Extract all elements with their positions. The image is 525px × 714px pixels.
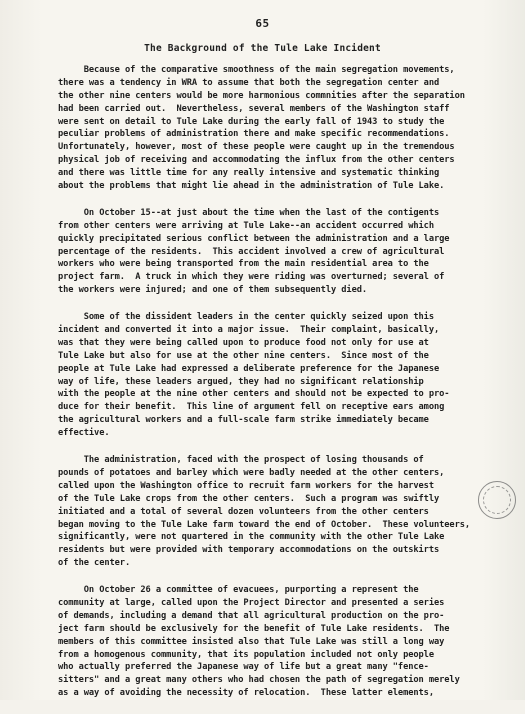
text-line: as a way of avoiding the necessity of relocation. These latter elements, bbox=[58, 688, 434, 699]
text-line: On October 26 a committee of evacuees, purporting a represent the bbox=[58, 585, 419, 596]
text-line: incident and converted it into a major issue. Their complaint, basically, bbox=[58, 325, 440, 336]
text-line: of the Tule Lake crops from the other centers. Such a program was swiftly bbox=[58, 493, 440, 504]
paragraph bbox=[58, 584, 488, 700]
text-line: Tule Lake but also for use at the other nine centers. Since most of the bbox=[58, 350, 429, 361]
text-line: significantly, were not quartered in the community with the other Tule Lake bbox=[58, 532, 445, 543]
text-line: Because of the comparative smoothness of the main segregation movements, bbox=[58, 65, 455, 75]
text-line: quickly precipitated serious conflict between the administration and a large bbox=[58, 233, 450, 244]
text-line: project farm. A truck in which they were riding was overturned; several of bbox=[58, 272, 445, 283]
text-line: Some of the dissident leaders in the center quickly seized upon this bbox=[58, 312, 434, 323]
text-line: of the center. bbox=[58, 558, 131, 569]
text-line: from a homogenous community, that its population included not only people bbox=[58, 649, 434, 660]
text-line: people at Tule Lake had expressed a deliberate preference for the Japanese bbox=[58, 363, 440, 374]
text-line: called upon the Washington office to recruit farm workers for the harvest bbox=[58, 480, 434, 491]
text-line: peculiar problems of administration there and make specific recommendations. bbox=[58, 129, 450, 140]
paragraph bbox=[58, 64, 488, 193]
text-line: percentage of the residents. This accident involved a crew of agricultural bbox=[58, 246, 445, 257]
archive-stamp bbox=[478, 481, 516, 519]
text-line: ject farm should be exclusively for the benefit of Tule Lake residents. The bbox=[58, 623, 450, 634]
text-line: duce for their benefit. This line of argument fell on receptive ears among bbox=[58, 402, 445, 413]
text-line: sitters" and a great many others who had chosen the path of segregation merely bbox=[58, 675, 460, 686]
text-line: the agricultural workers and a full-scale farm strike immediately became bbox=[58, 415, 429, 426]
section-heading: The Background of the Tule Lake Incident bbox=[144, 43, 381, 54]
text-line: residents but were provided with temporary accommodations on the outskirts bbox=[58, 545, 440, 556]
paragraph bbox=[58, 454, 488, 570]
text-line: about the problems that might lie ahead in the administration of Tule Lake. bbox=[58, 181, 445, 192]
paragraph bbox=[58, 207, 488, 297]
text-line: and there was little time for any really intensive and systematic thinking bbox=[58, 168, 440, 179]
text-line: with the people at the nine other centers and should not be expected to pro- bbox=[58, 389, 450, 400]
page-number: 65 bbox=[255, 17, 270, 30]
text-line: was that they were being called upon to produce food not only for use at bbox=[58, 337, 429, 348]
text-line: who actually preferred the Japanese way of life but a great many "fence- bbox=[58, 662, 429, 673]
text-line: way of life, these leaders argued, they had no significant relationship bbox=[58, 376, 424, 387]
paragraph bbox=[58, 311, 488, 440]
text-line: were sent on detail to Tule Lake during the early fall of 1943 to study the bbox=[58, 116, 445, 127]
text-line: from other centers were arriving at Tule Lake--an accident occurred which bbox=[58, 220, 434, 231]
text-line: On October 15--at just about the time when the last of the contigents bbox=[58, 207, 440, 218]
text-line: initiated and a total of several dozen volunteers from the other centers bbox=[58, 506, 429, 517]
text-line: Unfortunately, however, most of these people were caught up in the tremendous bbox=[58, 142, 455, 153]
body-text bbox=[58, 64, 488, 714]
text-line: effective. bbox=[58, 428, 110, 439]
text-line: members of this committee insisted also that Tule Lake was still a long way bbox=[58, 636, 445, 647]
text-line: workers who were being transported from the main residential area to the bbox=[58, 259, 429, 270]
text-line: physical job of receiving and accommodating the influx from the other centers bbox=[58, 155, 455, 166]
text-line: community at large, called upon the Project Director and presented a series bbox=[58, 597, 445, 608]
text-line: the workers were injured; and one of them subsequently died. bbox=[58, 285, 368, 296]
text-line: The administration, faced with the prospect of losing thousands of bbox=[58, 455, 424, 466]
text-line: pounds of potatoes and barley which were badly needed at the other centers, bbox=[58, 467, 445, 478]
text-line: began moving to the Tule Lake farm toward the end of October. These volunteers, bbox=[58, 519, 471, 530]
text-line: had been carried out. Nevertheless, several members of the Washington staff bbox=[58, 103, 450, 114]
text-line: of demands, including a demand that all agricultural production on the pro- bbox=[58, 610, 445, 621]
text-line: the other nine centers would be more harmonious commnities after the separation bbox=[58, 90, 465, 101]
text-line: there was a tendency in WRA to assume that both the segregation center and bbox=[58, 77, 440, 88]
